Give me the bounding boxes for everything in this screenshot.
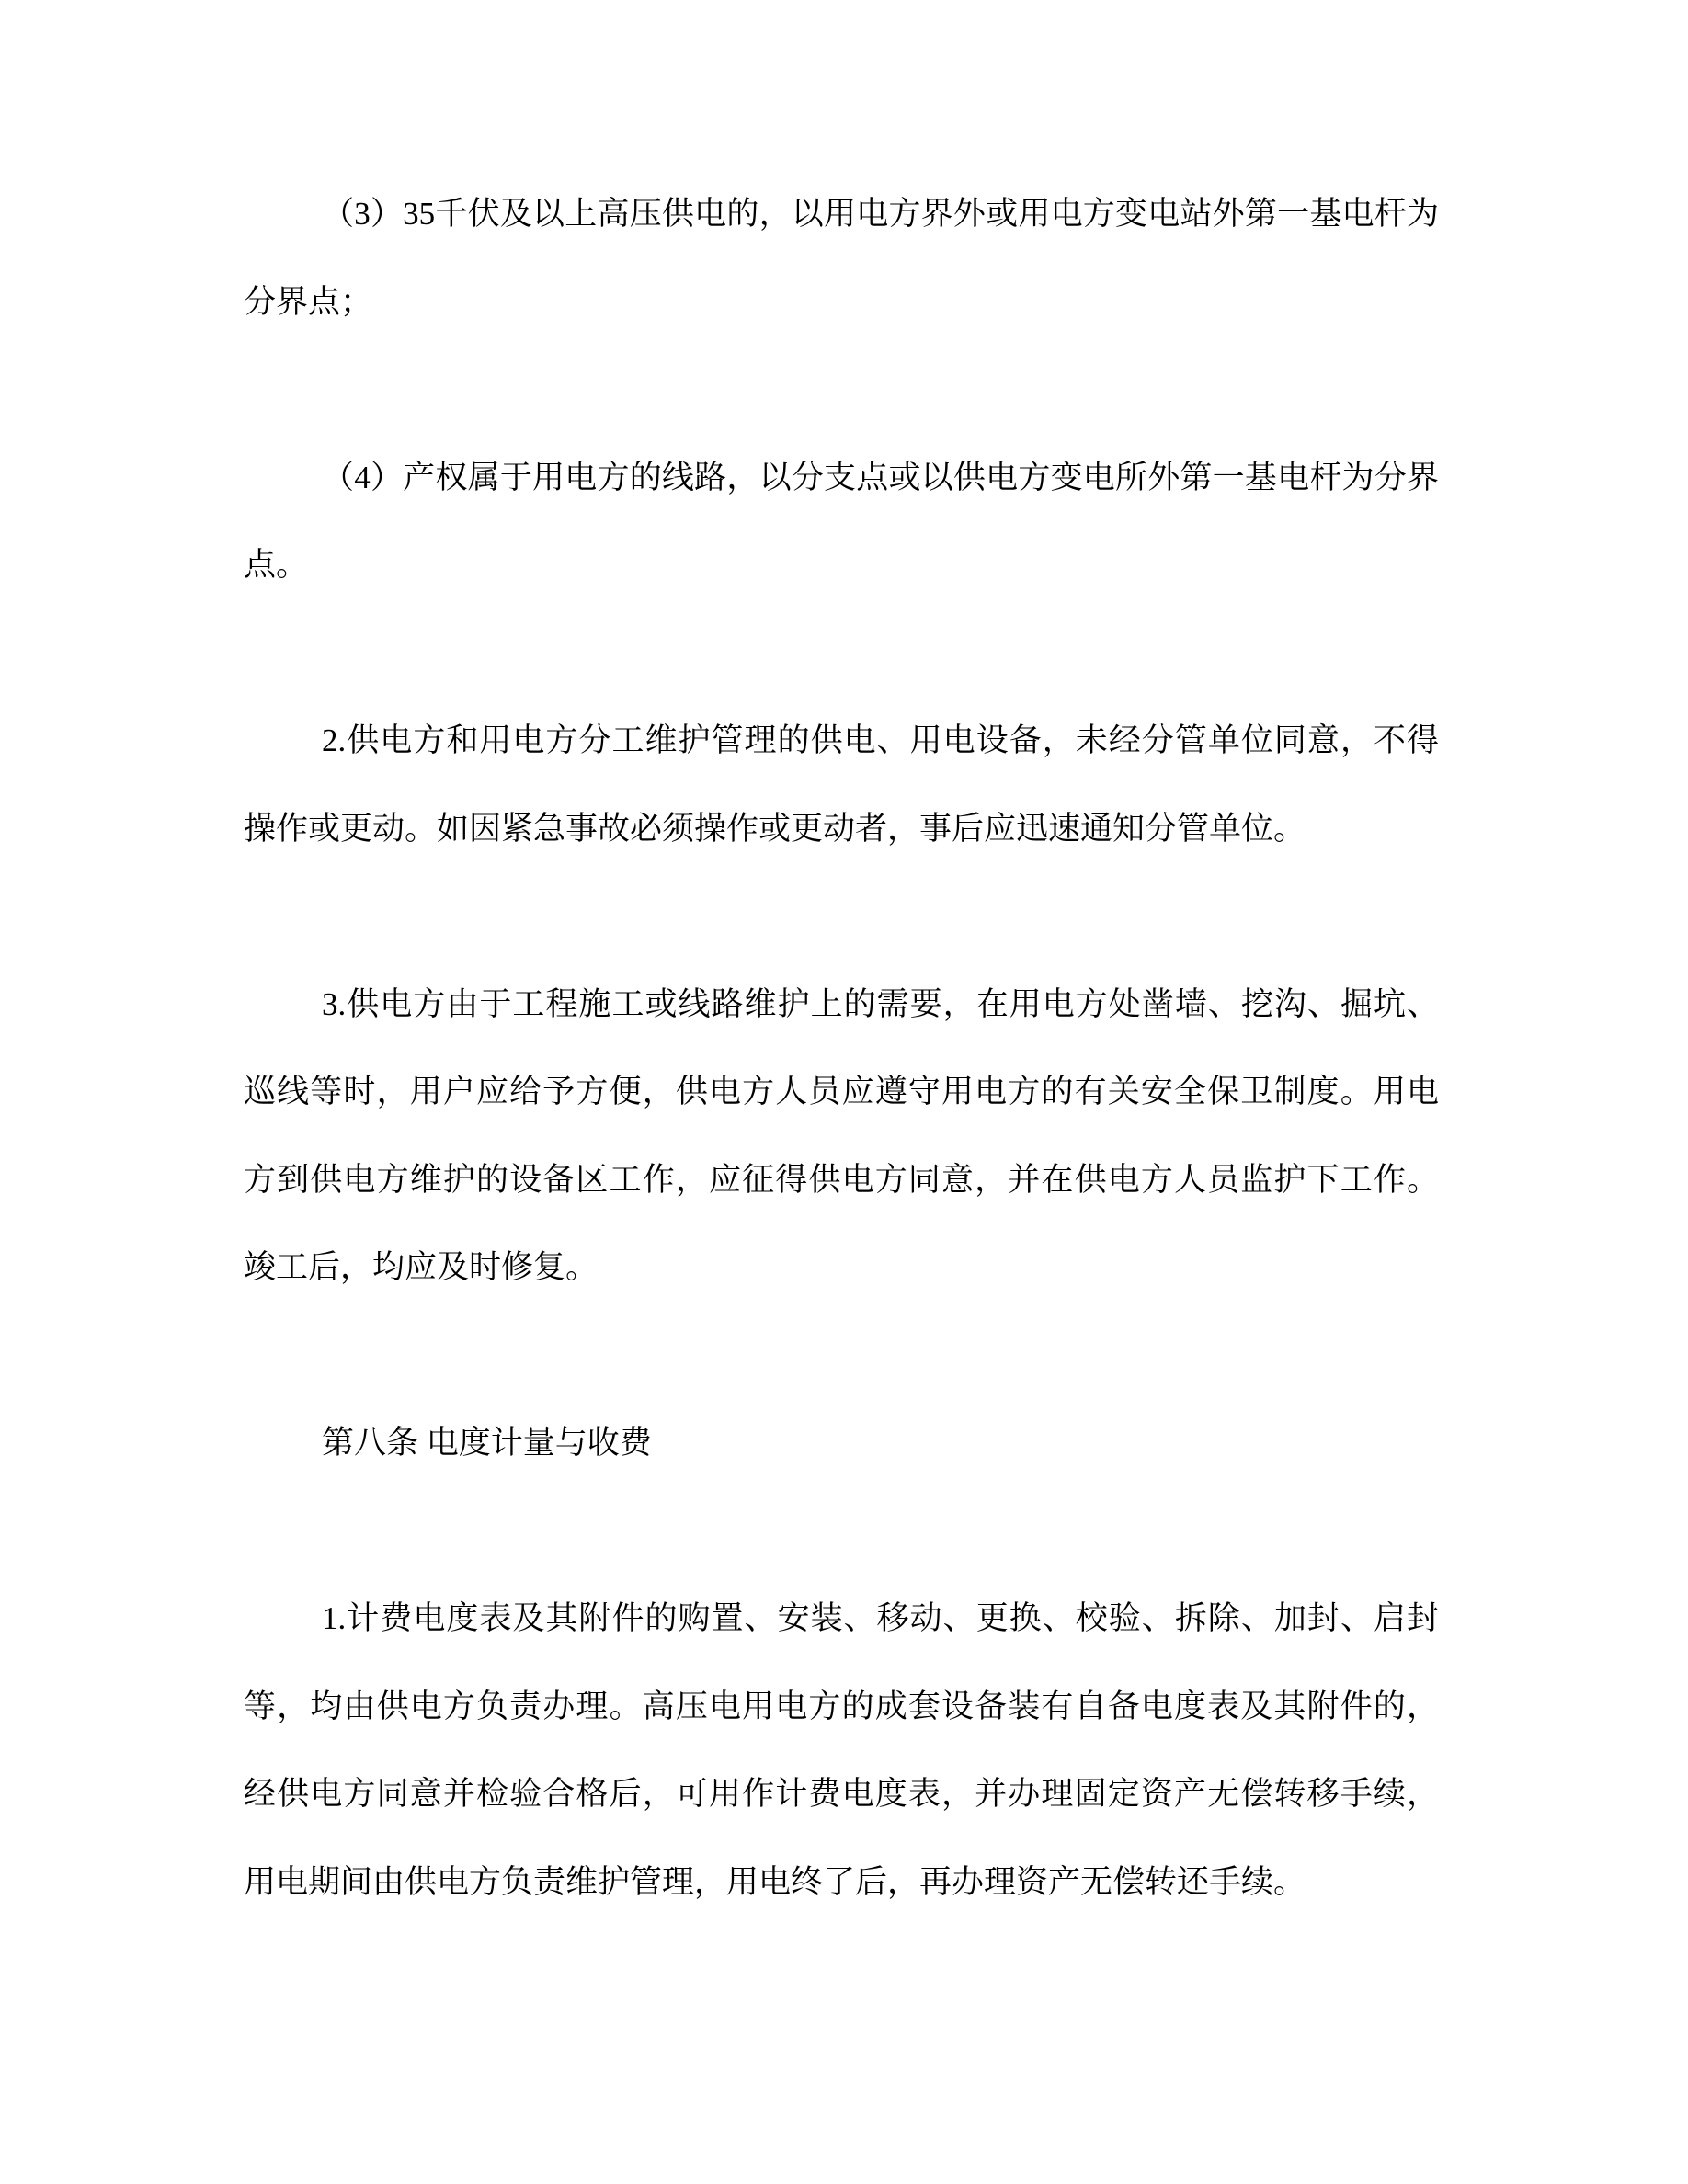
text-line: 方到供电方维护的设备区工作，应征得供电方同意，并在供电方人员监护下工作。 xyxy=(244,1161,1439,1198)
clause-3-paragraph xyxy=(244,170,1439,346)
text-line: 用电期间由供电方负责维护管理，用电终了后，再办理资产无偿转还手续。 xyxy=(244,1863,1306,1900)
text-line: 点。 xyxy=(244,547,309,583)
text-line: 等，均由供电方负责办理。高压电用电方的成套设备装有自备电度表及其附件的， xyxy=(244,1688,1439,1724)
item-3-construction-paragraph xyxy=(244,961,1439,1312)
article-8-heading-paragraph xyxy=(244,1399,1439,1487)
text-line: 2.供电方和用电方分工维护管理的供电、用电设备，未经分管单位同意，不得 xyxy=(322,722,1439,758)
item-1-metering-paragraph xyxy=(244,1575,1439,1926)
text-line: 操作或更动。如因紧急事故必须操作或更动者，事后应迅速通知分管单位。 xyxy=(244,810,1306,847)
text-line: 1.计费电度表及其附件的购置、安装、移动、更换、校验、拆除、加封、启封 xyxy=(322,1600,1439,1636)
text-line: （4）产权属于用电方的线路，以分支点或以供电方变电所外第一基电杆为分界 xyxy=(322,459,1439,495)
text-line: 3.供电方由于工程施工或线路维护上的需要，在用电方处凿墙、挖沟、掘坑、 xyxy=(322,985,1439,1022)
text-line: 分界点； xyxy=(244,283,373,320)
text-line: 经供电方同意并检验合格后，可用作计费电度表，并办理固定资产无偿转移手续， xyxy=(244,1776,1439,1812)
item-2-maintenance-paragraph xyxy=(244,697,1439,872)
text-line: 巡线等时，用户应给予方便，供电方人员应遵守用电方的有关安全保卫制度。用电 xyxy=(244,1074,1439,1109)
clause-4-paragraph xyxy=(244,434,1439,609)
section-heading: 第八条 电度计量与收费 xyxy=(322,1425,652,1461)
text-line: 竣工后，均应及时修复。 xyxy=(244,1249,599,1285)
text-line: （3）35千伏及以上高压供电的，以用电方界外或用电方变电站外第一基电杆为 xyxy=(322,196,1439,232)
